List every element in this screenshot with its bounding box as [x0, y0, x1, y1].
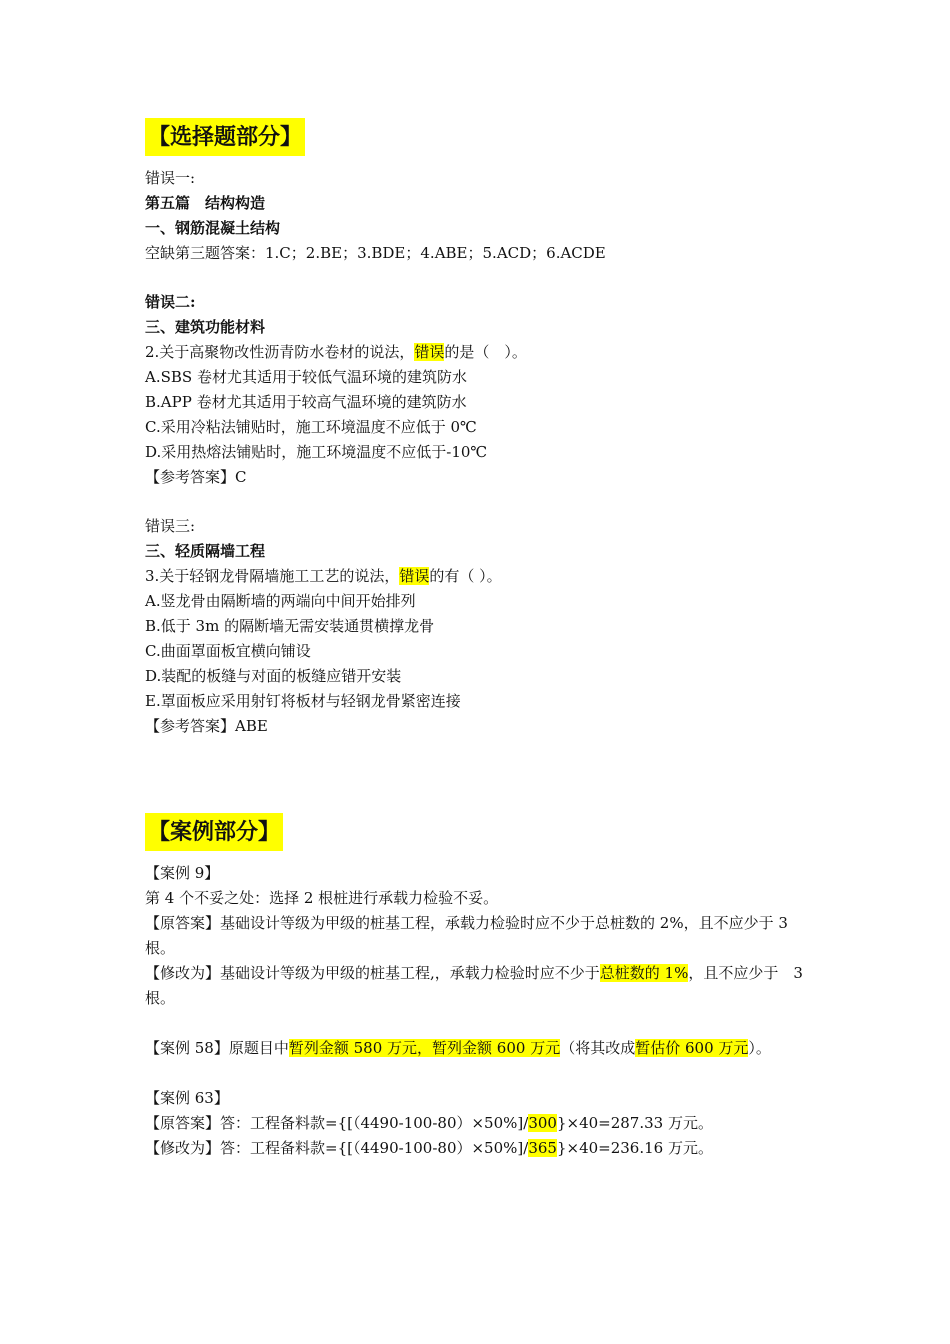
error2-subtitle: 三、建筑功能材料: [145, 318, 266, 336]
case9-revised: [145, 961, 818, 1011]
error3-option-e: E.罩面板应采用射钉将板材与轻钢龙骨紧密连接: [145, 692, 461, 710]
case58-highlight-1: 暂列金额 580 万元，暂列金额 600 万元: [288, 1039, 561, 1057]
case63-rev-highlight: 365: [528, 1139, 557, 1157]
error3-question-pre: 3.关于轻钢龙骨隔墙施工工艺的说法，: [145, 567, 400, 585]
case58-post: ）。: [748, 1039, 771, 1057]
case58-highlight-2: 暂估价 600 万元: [635, 1039, 749, 1057]
error2-option-b: B.APP 卷材尤其适用于较高气温环境的建筑防水: [145, 393, 467, 411]
case63-orig-post: }×40=287.33 万元。: [556, 1114, 713, 1132]
case63-revised: [145, 1138, 713, 1158]
error2-answer: 【参考答案】C: [145, 468, 247, 486]
error2-option-a: A.SBS 卷材尤其适用于较低气温环境的建筑防水: [145, 368, 467, 386]
error3-option-d: D.装配的板缝与对面的板缝应错开安装: [145, 667, 402, 685]
error3-option-c: C.曲面罩面板宜横向铺设: [145, 642, 311, 660]
error2-question-post: 的是（ ）。: [444, 343, 527, 361]
case63-rev-pre: 【修改为】答：工程备料款={[（4490-100-80）×50%]/: [145, 1139, 529, 1157]
case58-line: [145, 1038, 771, 1058]
error3-answer: 【参考答案】ABE: [145, 717, 268, 735]
error3-label: 错误三:: [145, 517, 196, 535]
error1-answer-line: 空缺第三题答案：1.C；2.BE；3.BDE；4.ABE；5.ACD；6.ACDE: [145, 244, 606, 262]
error2-option-c: C.采用冷粘法铺贴时，施工环境温度不应低于 0℃: [145, 418, 477, 436]
error3-question: [145, 566, 502, 586]
case9-revised-pre: 【修改为】基础设计等级为甲级的桩基工程,，承载力检验时应不少于: [145, 964, 600, 982]
case63-rev-post: }×40=236.16 万元。: [556, 1139, 713, 1157]
error2-question: [145, 342, 527, 362]
error2-question-pre: 2.关于高聚物改性沥青防水卷材的说法，: [145, 343, 415, 361]
error3-question-highlight: 错误: [399, 567, 430, 585]
error2-label: 错误二:: [145, 293, 196, 311]
case9-original: 【原答案】基础设计等级为甲级的桩基工程，承载力检验时应不少于总桩数的 2%，且不应少于 3 根。: [145, 914, 788, 957]
case9-revised-post: ，且不应少于 3 根。: [145, 964, 818, 1007]
case9-line1: 第 4 个不妥之处：选择 2 根桩进行承载力检验不妥。: [145, 889, 499, 907]
case63-orig-highlight: 300: [528, 1114, 557, 1132]
error3-question-post: 的有（ ）。: [429, 567, 502, 585]
error3-subtitle: 三、轻质隔墙工程: [145, 542, 266, 560]
case9-title: 【案例 9】: [145, 864, 220, 882]
case63-orig-pre: 【原答案】答：工程备料款={[（4490-100-80）×50%]/: [145, 1114, 529, 1132]
case63-original: [145, 1113, 713, 1133]
case9-revised-highlight: 总桩数的 1%: [599, 964, 689, 982]
case63-title: 【案例 63】: [145, 1089, 229, 1107]
error1-subtitle: 一、钢筋混凝土结构: [145, 219, 281, 237]
error2-option-d: D.采用热熔法铺贴时，施工环境温度不应低于-10℃: [145, 443, 488, 461]
error3-option-a: A.竖龙骨由隔断墙的两端向中间开始排列: [145, 592, 416, 610]
section-header-case: 【案例部分】: [145, 813, 283, 851]
case58-pre: 【案例 58】原题目中: [145, 1039, 289, 1057]
error1-label: 错误一:: [145, 169, 196, 187]
error3-option-b: B.低于 3m 的隔断墙无需安装通贯横撑龙骨: [145, 617, 435, 635]
error2-question-highlight: 错误: [414, 343, 445, 361]
error1-chapter: 第五篇 结构构造: [145, 194, 266, 212]
section-header-choice: 【选择题部分】: [145, 118, 305, 156]
case58-mid: （将其改成: [560, 1039, 636, 1057]
